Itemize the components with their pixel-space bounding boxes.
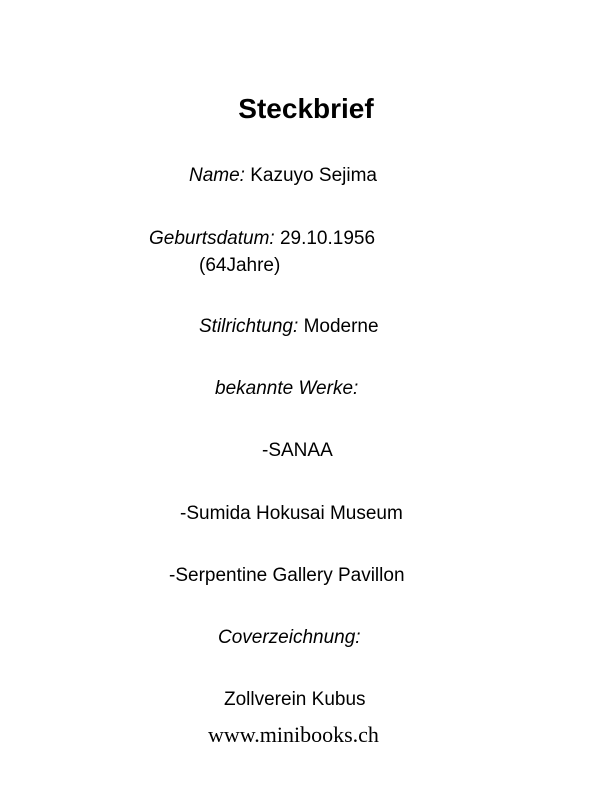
name-value: Kazuyo Sejima <box>250 165 377 186</box>
works-heading: bekannte Werke: <box>215 378 359 399</box>
works-item: -SANAA <box>262 440 333 461</box>
birth-label: Geburtsdatum: <box>149 228 275 249</box>
birth-row <box>149 228 375 250</box>
footer-url: www.minibooks.ch <box>208 722 379 747</box>
birth-age: (64Jahre) <box>199 255 281 276</box>
name-label: Name: <box>189 165 245 186</box>
birth-value: 29.10.1956 <box>279 228 376 249</box>
name-row <box>189 165 377 187</box>
style-label: Stilrichtung: <box>199 316 299 337</box>
style-value: Moderne <box>303 316 379 337</box>
page-title: Steckbrief <box>238 93 374 124</box>
cover-value: Zollverein Kubus <box>224 689 366 710</box>
works-item: -Serpentine Gallery Pavillon <box>169 565 405 586</box>
works-item: -Sumida Hokusai Museum <box>180 503 403 524</box>
style-row <box>199 316 379 338</box>
cover-label: Coverzeichnung: <box>218 627 361 648</box>
